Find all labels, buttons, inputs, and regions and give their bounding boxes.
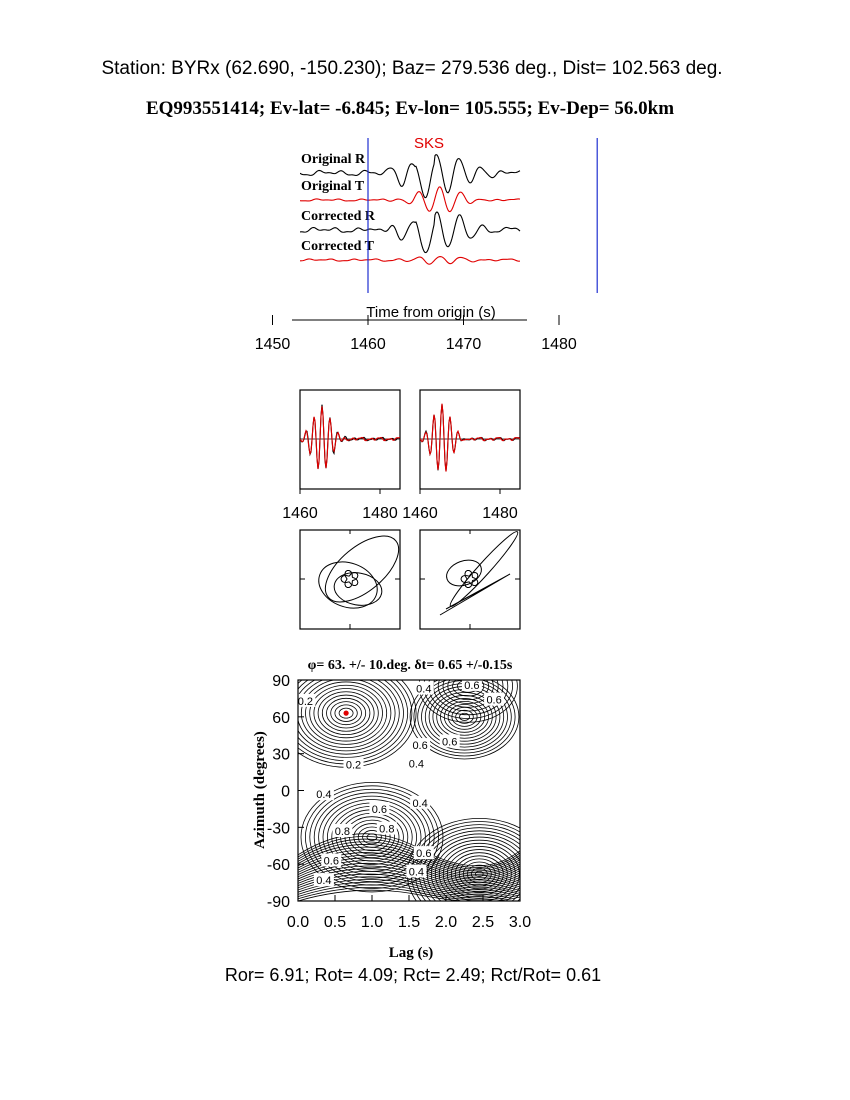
grid-y-axis-label: Azimuth (degrees) — [252, 731, 268, 849]
waveform-panel-left — [300, 390, 400, 489]
contour-label: 0.4 — [408, 758, 425, 771]
grid-y-tick-label: -60 — [266, 857, 290, 875]
contour-label: 0.6 — [412, 740, 428, 753]
trace-x-tick-label: 1450 — [254, 336, 291, 353]
event-line: EQ993551414; Ev-lat= -6.845; Ev-lon= 105.555; Ev-Dep= 56.0km — [145, 98, 675, 119]
contour-label: 0.4 — [316, 789, 332, 802]
trace-label: Corrected R — [301, 209, 375, 224]
contour-label: 0.6 — [442, 736, 458, 749]
trace-label: Original T — [301, 179, 365, 194]
contour-label: 0.2 — [297, 695, 314, 708]
trace-x-tick-label: 1470 — [445, 336, 482, 353]
trace-panel — [255, 135, 597, 353]
trace-x-tick-label: 1480 — [541, 336, 577, 353]
trace-label: Original R — [301, 152, 366, 167]
grid-y-tick-label: 0 — [281, 783, 290, 801]
trace-x-tick-label: 1460 — [350, 336, 386, 353]
particle-motion-core — [461, 570, 478, 587]
grid-x-tick-label: 1.0 — [360, 914, 384, 931]
energy-grid-panel — [252, 650, 551, 961]
phase-label: SKS — [414, 135, 445, 152]
contour-label: 0.6 — [323, 855, 339, 868]
grid-x-tick-label: 1.5 — [397, 914, 421, 931]
grid-x-tick-label: 0.0 — [286, 914, 310, 931]
particle-motion-loop — [446, 528, 522, 610]
particle-motion-right — [420, 528, 522, 629]
waveform-black — [300, 405, 400, 469]
particle-motion-left — [300, 524, 410, 629]
waveform-panel-right — [420, 390, 520, 489]
trace-label: Corrected T — [301, 239, 374, 254]
contour-label: 0.4 — [408, 866, 425, 879]
contour-label: 0.8 — [334, 826, 351, 839]
particle-motion-loop — [443, 556, 485, 591]
best-fit-marker — [344, 711, 349, 716]
grid-y-tick-label: 30 — [272, 746, 290, 764]
contour-label: 0.4 — [412, 797, 428, 810]
contour-label: 0.4 — [316, 875, 332, 888]
contour-label: 0.6 — [464, 679, 480, 692]
stats-line: Ror= 6.91; Rot= 4.09; Rct= 2.49; Rct/Rot= 0.61 — [224, 965, 602, 985]
grid-y-tick-label: -30 — [266, 820, 290, 838]
particle-motion-loop — [314, 524, 410, 614]
waveform-x-tick-label: 1460 — [282, 505, 318, 522]
grid-title: φ= 63. +/- 10.deg. δt= 0.65 +/-0.15s — [307, 658, 513, 673]
waveform-x-tick-label: 1480 — [362, 505, 398, 522]
grid-x-tick-label: 2.0 — [434, 914, 458, 931]
grid-y-tick-label: -90 — [266, 894, 290, 911]
station-line: Station: BYRx (62.690, -150.230); Baz= 279.536 deg., Dist= 102.563 deg. — [101, 58, 723, 79]
contour-label: 0.6 — [416, 848, 432, 861]
grid-x-tick-label: 2.5 — [471, 914, 495, 931]
grid-x-tick-label: 0.5 — [323, 914, 347, 931]
grid-x-tick-label: 3.0 — [508, 914, 532, 931]
grid-x-axis-label: Lag (s) — [388, 945, 434, 961]
contour-label: 0.6 — [371, 803, 388, 816]
waveform-red — [300, 406, 400, 469]
trace-x-axis-label: Time from origin (s) — [366, 304, 496, 321]
grid-y-tick-label: 60 — [272, 709, 290, 727]
waveform-x-tick-label: 1460 — [402, 505, 438, 522]
particle-motion-loop — [312, 554, 383, 616]
waveform-black — [420, 404, 520, 471]
waveform-red — [420, 404, 520, 472]
contour-label: 0.8 — [379, 823, 395, 836]
contour-label: 0.6 — [486, 694, 502, 707]
grid-y-tick-label: 90 — [272, 673, 290, 690]
contour-label: 0.2 — [345, 759, 362, 772]
waveform-x-tick-label: 1480 — [482, 505, 518, 522]
trace-corrected-t — [300, 257, 520, 265]
contour-label: 0.4 — [416, 683, 432, 696]
